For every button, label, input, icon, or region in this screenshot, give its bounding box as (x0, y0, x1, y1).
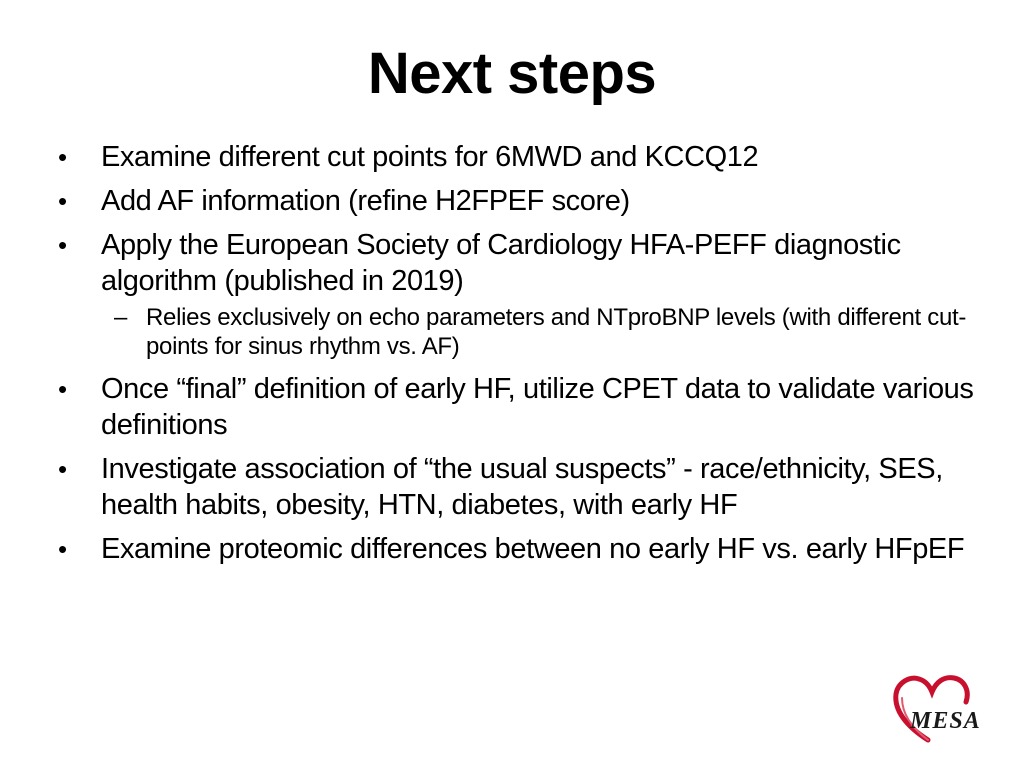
bullet-item (56, 371, 1001, 443)
bullet-text: Apply the European Society of Cardiology HFA-PEFF diagnostic algorithm (published in 2019) (101, 229, 901, 297)
sub-bullet-marker: – (114, 304, 128, 331)
bullet-marker: • (58, 374, 67, 404)
bullet-item (56, 227, 1001, 299)
bullet-text: Once “final” definition of early HF, utilize CPET data to validate various definitions (101, 373, 974, 441)
sub-bullet-item (56, 303, 1001, 361)
bullet-text: Examine different cut points for 6MWD and KCCQ12 (101, 141, 759, 173)
bullet-list (56, 139, 1001, 575)
slide-title: Next steps (367, 41, 657, 106)
bullet-marker: • (58, 230, 67, 260)
bullet-marker: • (58, 454, 67, 484)
logo-text: MESA (910, 708, 981, 734)
sub-bullet-text: Relies exclusively on echo parameters and NTproBNP levels (with different cut-points for sinus rhythm vs. AF) (146, 304, 967, 360)
bullet-item (56, 451, 1001, 523)
mesa-logo (888, 670, 1006, 748)
bullet-item (56, 183, 1001, 219)
bullet-item (56, 139, 1001, 175)
bullet-item (56, 531, 1001, 567)
bullet-text: Investigate association of “the usual suspects” - race/ethnicity, SES, health habits, obesity, HTN, diabetes, with early HF (101, 453, 943, 521)
bullet-text: Add AF information (refine H2FPEF score) (101, 185, 630, 217)
bullet-marker: • (58, 142, 67, 172)
bullet-marker: • (58, 186, 67, 216)
bullet-text: Examine proteomic differences between no early HF vs. early HFpEF (101, 533, 965, 565)
bullet-marker: • (58, 534, 67, 564)
